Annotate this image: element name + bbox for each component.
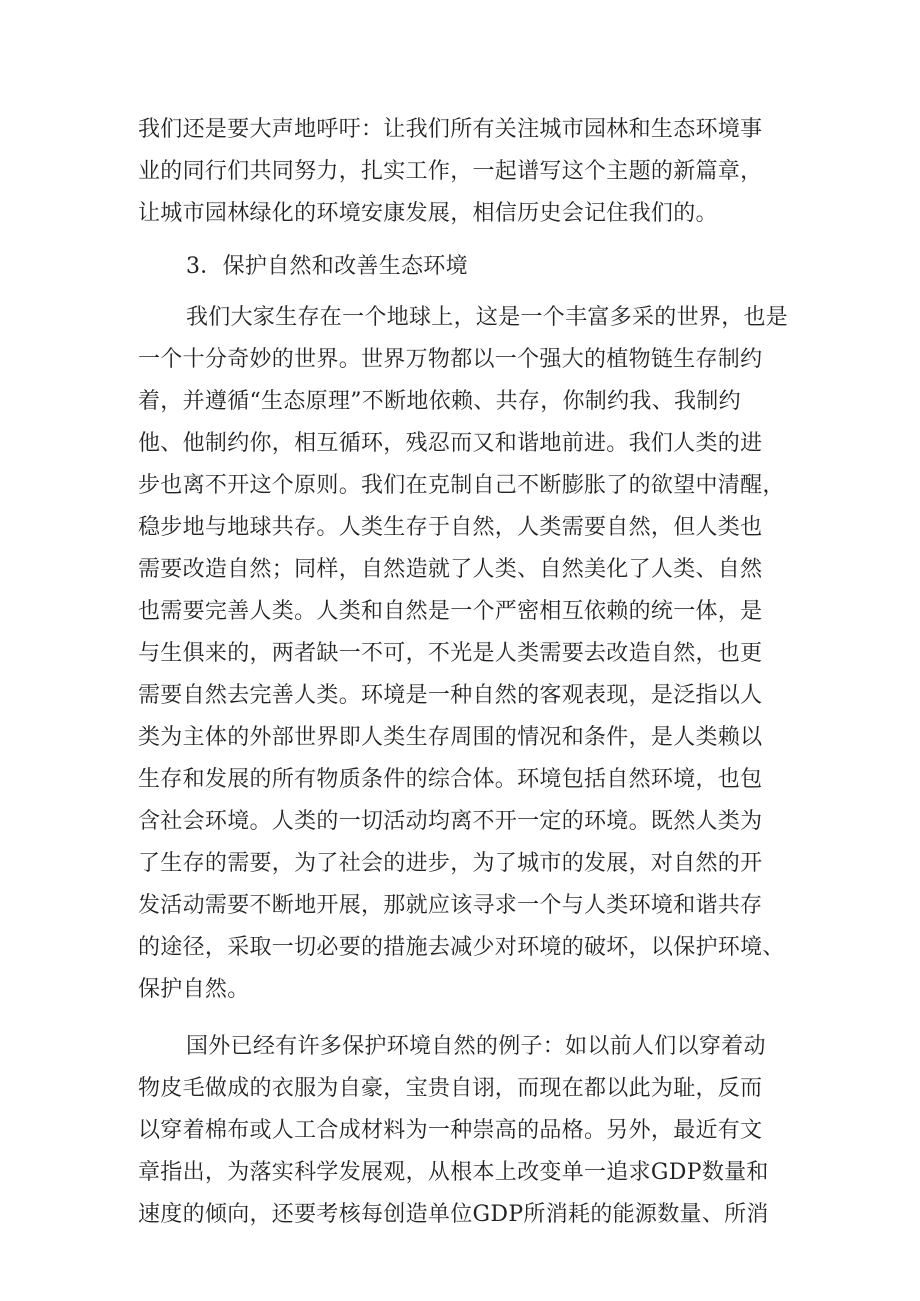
paragraph-2-line-4: 他、他制约你，相互循环，残忍而又和谐地前进。我们人类的进 (138, 431, 763, 456)
paragraph-2-line-12: 生存和发展的所有物质条件的综合体。环境包括自然环境，也包 (138, 767, 763, 792)
paragraph-1-line-2: 业的同行们共同努力，扎实工作，一起谱写这个主题的新篇章， (138, 159, 763, 184)
paragraph-3-line-2: 物皮毛做成的衣服为自豪，宝贵自诩，而现在都以此为耻，反而 (138, 1076, 763, 1101)
paragraph-2-line-6: 稳步地与地球共存。人类生存于自然，人类需要自然，但人类也 (138, 515, 763, 540)
paragraph-2-line-3: 着，并遵循“生态原理”不断地依赖、共存，你制约我、我制约 (138, 389, 741, 414)
paragraph-2-line-2: 一个十分奇妙的世界。世界万物都以一个强大的植物链生存制约 (138, 347, 763, 372)
paragraph-2-line-5: 步也离不开这个原则。我们在克制自己不断膨胀了的欲望中清醒， (138, 473, 785, 498)
paragraph-2-line-16: 的途径，采取一切必要的措施去减少对环境的破坏，以保护环境、 (138, 935, 785, 960)
paragraph-3-line-3: 以穿着棉布或人工合成材料为一种崇高的品格。另外，最近有文 (138, 1118, 763, 1143)
paragraph-1-line-3: 让城市园林绿化的环境安康发展，相信历史会记住我们的。 (138, 201, 718, 226)
paragraph-2-line-7: 需要改造自然；同样，自然造就了人类、自然美化了人类、自然 (138, 557, 763, 582)
paragraph-2-line-8: 也需要完善人类。人类和自然是一个严密相互依赖的统一体，是 (138, 599, 763, 624)
section-heading: 3．保护自然和改善生态环境 (186, 254, 468, 279)
paragraph-2-line-11: 类为主体的外部世界即人类生存周围的情况和条件，是人类赖以 (138, 725, 763, 750)
paragraph-2-line-15: 发活动需要不断地开展，那就应该寻求一个与人类环境和谐共存 (138, 893, 763, 918)
paragraph-2-line-14: 了生存的需要，为了社会的进步，为了城市的发展，对自然的开 (138, 851, 763, 876)
paragraph-2-line-10: 需要自然去完善人类。环境是一种自然的客观表现，是泛指以人 (138, 683, 763, 708)
paragraph-1-line-1: 我们还是要大声地呼吁：让我们所有关注城市园林和生态环境事 (138, 117, 763, 142)
paragraph-2-line-17: 保护自然。 (138, 977, 250, 1002)
paragraph-2-line-13: 含社会环境。人类的一切活动均离不开一定的环境。既然人类为 (138, 809, 763, 834)
paragraph-3-line-1: 国外已经有许多保护环境自然的例子：如以前人们以穿着动 (186, 1034, 766, 1059)
paragraph-3-line-4: 章指出，为落实科学发展观，从根本上改变单一追求GDP数量和 (138, 1160, 769, 1185)
paragraph-3-line-5: 速度的倾向，还要考核每创造单位GDP所消耗的能源数量、所消 (138, 1202, 769, 1227)
paragraph-2-line-1: 我们大家生存在一个地球上，这是一个丰富多采的世界，也是 (186, 305, 789, 330)
paragraph-2-line-9: 与生俱来的，两者缺一不可，不光是人类需要去改造自然，也更 (138, 641, 763, 666)
